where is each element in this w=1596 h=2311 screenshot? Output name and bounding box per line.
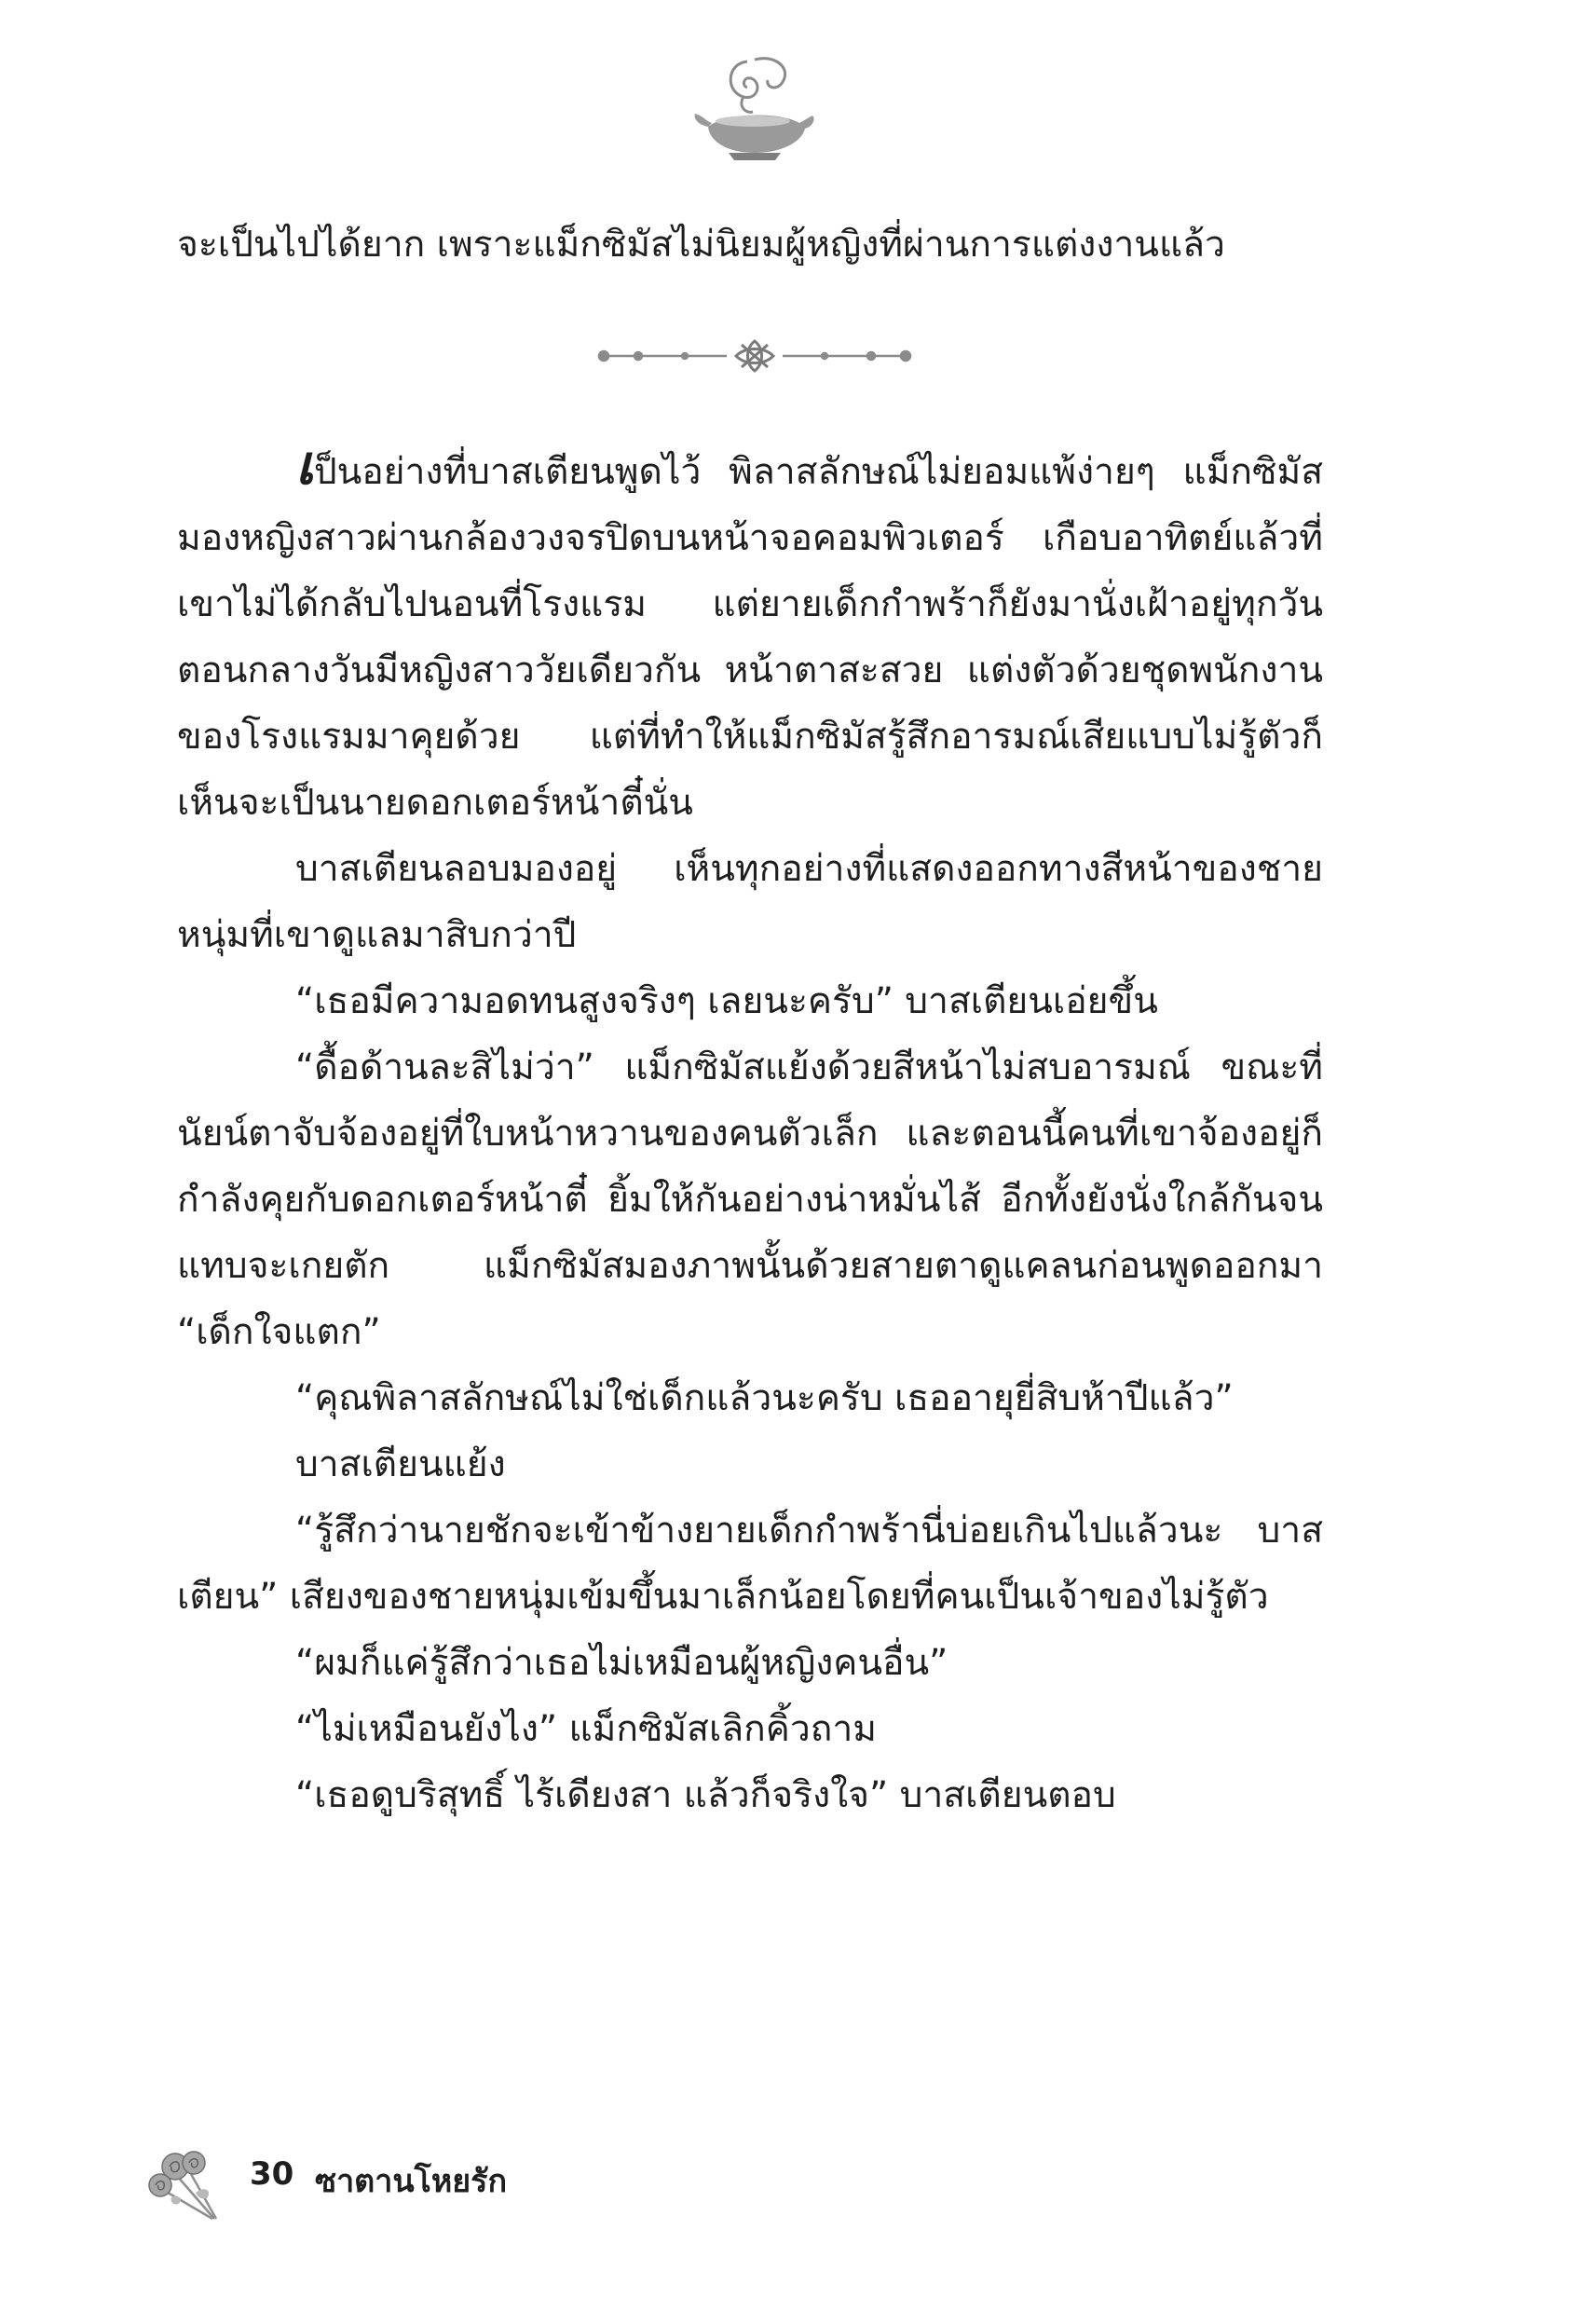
genie-lamp-icon [689, 54, 820, 164]
paragraph: “รู้สึกว่านายชักจะเข้าข้างยายเด็กกำพร้านี่บ่อยเกินไปแล้วนะ บาสเตียน” เสียงของชายหนุ่มเข้มขึ้นมาเล็กน้อยโดยที่คนเป็นเจ้าของไม่รู้ตัว [177, 1510, 1323, 1618]
drop-cap: เ [295, 433, 314, 497]
book-title: ซาตานโหยรัก [315, 2163, 508, 2200]
paragraph: “ผมก็แค่รู้สึกว่าเธอไม่เหมือนผู้หญิงคนอื่น” [295, 1642, 948, 1684]
paragraph: “คุณพิลาสลักษณ์ไม่ใช่เด็กแล้วนะครับ เธออายุยี่สิบห้าปีแล้ว” [295, 1377, 1234, 1419]
divider-ornament-icon [596, 335, 913, 376]
paragraph: “ดื้อด้านละสิไม่ว่า” แม็กซิมัสแย้งด้วยสีหน้าไม่สบอารมณ์ ขณะที่นัยน์ตาจับจ้องอยู่ที่ใบหน้าหวานของคนตัวเล็ก และตอนนี้คนที่เขาจ้องอยู่ก็กำลังคุยกับดอกเตอร์หน้าตี๋ ยิ้มให้กันอย่างน่าหมั่นไส้ อีกทั้งยังนั่งใกล้กันจนแทบจะเกยตัก แม็กซิมัสมองภาพนั้นด้วยสายตาดูแคลนก่อนพูดออกมา “เด็กใจแตก” [177, 1046, 1323, 1353]
page-number: 30 [250, 2155, 294, 2193]
chapter-body [177, 433, 1323, 1828]
paragraph: “ไม่เหมือนยังไง” แม็กซิมัสเลิกคิ้วถาม [295, 1708, 877, 1750]
page-footer [140, 2139, 699, 2222]
roses-icon [140, 2139, 233, 2222]
paragraph: “เธอดูบริสุทธิ์ ไร้เดียงสา แล้วก็จริงใจ” บาสเตียนตอบ [295, 1774, 1116, 1816]
paragraph: “เธอมีความอดทนสูงจริงๆ เลยนะครับ” บาสเตียนเอ่ยขึ้น [295, 980, 1158, 1022]
previous-page-last-line: จะเป็นไปได้ยาก เพราะแม็กซิมัสไม่นิยมผู้หญิงที่ผ่านการแต่งงานแล้ว [177, 224, 1225, 266]
paragraph: บาสเตียนลอบมองอยู่ เห็นทุกอย่างที่แสดงออกทางสีหน้าของชายหนุ่มที่เขาดูแลมาสิบกว่าปี [177, 848, 1323, 956]
paragraph-text: ป็นอย่างที่บาสเตียนพูดไว้ พิลาสลักษณ์ไม่ยอมแพ้ง่ายๆ แม็กซิมัสมองหญิงสาวผ่านกล้องวงจรปิดบนหน้าจอคอมพิวเตอร์ เกือบอาทิตย์แล้วที่เขาไม่ได้กลับไปนอนที่โรงแรม แต่ยายเด็กกำพร้าก็ยังมานั่งเฝ้าอยู่ทุกวัน ตอนกลางวันมีหญิงสาววัยเดียวกัน หน้าตาสะสวย แต่งตัวด้วยชุดพนักงานของโรงแรมมาคุยด้วย แต่ที่ทำให้แม็กซิมัสรู้สึกอารมณ์เสียแบบไม่รู้ตัวก็เห็นจะเป็นนายดอกเตอร์หน้าตี๋นั่น [177, 451, 1323, 824]
paragraph [177, 433, 1323, 836]
paragraph: บาสเตียนแย้ง [295, 1443, 506, 1485]
